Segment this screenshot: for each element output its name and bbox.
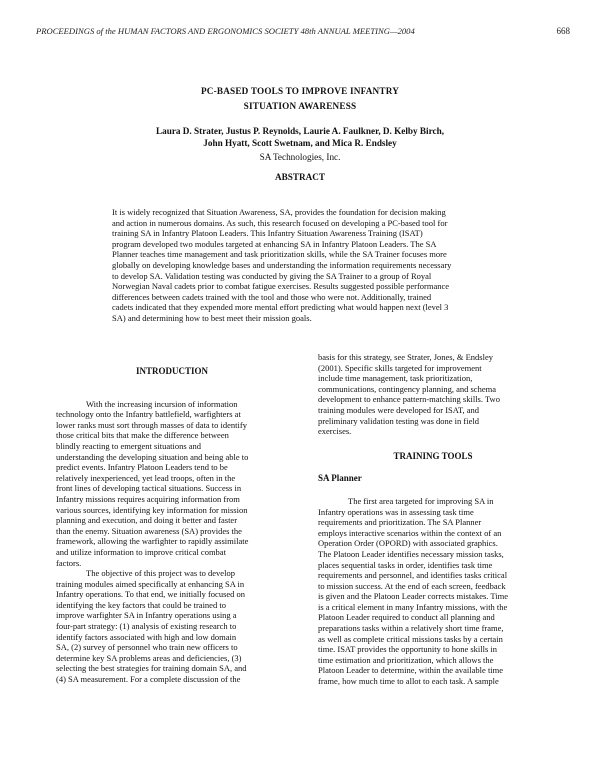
text-line: blindly reacting to emergent situations and	[56, 440, 202, 451]
text-line: lower ranks must sort through masses of data to identify	[56, 419, 247, 430]
text-line: various sources, identifying key information for mission	[56, 504, 248, 515]
abstract-line: globally on developing knowledge bases and understanding the information requirements necessary	[112, 259, 452, 270]
text-line: as well as complete critical missions tasks by a certain	[318, 633, 503, 644]
text-line: framework, allowing the warfighter to rapidly assimilate	[56, 536, 249, 547]
abstract-line: differences between cadets trained with the tool and those who were not. Additionally, trained	[112, 291, 432, 302]
text-line: is a critical element in many Infantry missions, with the	[318, 601, 508, 612]
abstract-line: to develop SA. Validation testing was conducted by giving the SA Trainer to a group of Royal	[112, 270, 432, 281]
page-number: 668	[556, 26, 570, 36]
text-line: time estimation and prioritization, which allows the	[318, 654, 494, 665]
author-line: John Hyatt, Scott Swetnam, and Mica R. Endsley	[203, 138, 397, 148]
paper-title	[60, 84, 540, 114]
text-line: (4) SA measurement. For a complete discussion of the	[56, 674, 241, 685]
text-line: preliminary validation testing was done in field	[318, 415, 479, 426]
text-line: and utilize information to improve critical combat	[56, 546, 226, 557]
sa-planner-paragraph	[318, 496, 548, 687]
text-line: Platoon Leader to determine, within the available time	[318, 665, 504, 676]
text-line: (2001). Specific skills targeted for improvement	[318, 362, 482, 373]
text-line: to mission success. At the end of each screen, feedback	[318, 580, 506, 591]
text-line: exercises.	[318, 426, 352, 437]
text-line: basis for this strategy, see Strater, Jones, & Endsley	[318, 352, 493, 362]
text-line: requirements and personnel, and identifies tasks critical	[318, 570, 508, 581]
text-line: those critical bits that make the difference between	[56, 430, 229, 441]
text-line: than the enemy. Situation awareness (SA) provides the	[56, 525, 242, 536]
text-line: determine key SA problems areas and deficiencies, (3)	[56, 652, 242, 663]
text-line: four-part strategy: (1) analysis of existing research to	[56, 621, 237, 632]
text-line: front lines of developing tactical situations. Success in	[56, 483, 242, 494]
sa-planner-subheading: SA Planner	[318, 473, 362, 484]
text-line: Infantry operations was in assessing task time	[318, 506, 474, 517]
text-line: The objective of this project was to develop	[86, 568, 235, 579]
continued-paragraph	[318, 352, 548, 437]
abstract-line: program developed two modules targeted at enhancing SA in Infantry Platoon Leaders. The SA	[112, 238, 437, 249]
text-line: selecting the best strategies for training domain SA, and	[56, 663, 247, 674]
intro-paragraph-1	[56, 399, 288, 569]
text-line: Operation Order (OPORD) with associated graphics.	[318, 538, 498, 549]
text-line: factors.	[56, 557, 82, 568]
text-line: predict events. Infantry Platoon Leaders tend to be	[56, 462, 228, 473]
abstract-line: and action in numerous domains. As such, this research focused on developing a PC-based tool for	[112, 217, 448, 228]
text-line: With the increasing incursion of information	[86, 398, 238, 409]
introduction-heading: INTRODUCTION	[135, 366, 208, 376]
abstract-line: It is widely recognized that Situation Awareness, SA, provides the foundation for decision making	[112, 207, 446, 217]
left-column	[56, 366, 288, 685]
text-line: is given and the Platoon Leader corrects mistakes. Time	[318, 591, 509, 602]
text-line: Platoon Leader required to conduct all planning and	[318, 612, 495, 623]
title-line: PC-BASED TOOLS TO IMPROVE INFANTRY	[200, 86, 400, 96]
text-line: training modules aimed specifically at enhancing SA in	[56, 578, 245, 589]
text-line: include time management, task prioritization,	[318, 373, 473, 384]
text-line: communications, contingency planning, and schema	[318, 383, 496, 394]
text-line: The Platoon Leader identifies necessary mission tasks,	[318, 548, 504, 559]
abstract-line: SA) and determining how to best meet their mission goals.	[112, 312, 312, 323]
abstract-heading: ABSTRACT	[274, 172, 326, 182]
abstract-line: cadets indicated that they expended more mental effort predicting what would happen next (level 3	[112, 302, 449, 313]
text-line: The first area targeted for improving SA in	[348, 495, 494, 506]
author-list	[60, 125, 540, 149]
text-line: time. ISAT provides the opportunity to hone skills in	[318, 644, 498, 655]
abstract-line: Planner teaches time management and task prioritization skills, while the SA Trainer focuses more	[112, 249, 447, 260]
text-line: planning and execution, and doing it better and faster	[56, 515, 238, 526]
text-line: Infantry operations. To that end, we initially focused on	[56, 589, 246, 600]
author-line: Laura D. Strater, Justus P. Reynolds, Laurie A. Faulkner, D. Kelby Birch,	[156, 126, 444, 136]
abstract-line: training SA in Infantry Platoon Leaders. This Infantry Situation Awareness Training (ISAT)	[112, 228, 423, 239]
text-line: frame, how much time to allot to each task. A sample	[318, 676, 499, 687]
abstract-line: Norwegian Naval cadets prior to combat fatigue exercises. Results suggested possible performance	[112, 281, 450, 292]
running-title: PROCEEDINGS of the HUMAN FACTORS AND ERGONOMICS SOCIETY 48th ANNUAL MEETING—2004	[36, 26, 415, 36]
text-line: SA, (2) survey of personnel who train new officers to	[56, 642, 238, 653]
text-line: employs interactive scenarios within the context of an	[318, 527, 502, 538]
text-line: identify factors associated with high and low domain	[56, 631, 237, 642]
title-line: SITUATION AWARENESS	[243, 101, 357, 111]
intro-paragraph-2	[56, 568, 288, 685]
affiliation: SA Technologies, Inc.	[259, 152, 341, 162]
text-line: preparations tasks within a relatively short time frame,	[318, 623, 504, 634]
text-line: development to enhance pattern-matching skills. Two	[318, 394, 500, 405]
running-header	[36, 26, 570, 40]
text-line: training modules were developed for ISAT, and	[318, 404, 480, 415]
right-column	[318, 352, 548, 687]
text-line: relatively inexperienced, yet lead troops, often in the	[56, 472, 236, 483]
training-tools-heading: TRAINING TOOLS	[393, 450, 473, 461]
text-line: understanding the developing situation and being able to	[56, 451, 249, 462]
text-line: improve warfighter SA in Infantry operations using a	[56, 610, 237, 621]
text-line: technology onto the Infantry battlefield, warfighters at	[56, 409, 241, 420]
text-line: Infantry missions requires acquiring information from	[56, 493, 240, 504]
text-line: places sequential tasks in order, identifies task time	[318, 559, 493, 570]
text-line: identifying the key factors that could be trained to	[56, 599, 226, 610]
text-line: requirements and prioritization. The SA Planner	[318, 517, 482, 528]
abstract-body	[112, 207, 492, 324]
